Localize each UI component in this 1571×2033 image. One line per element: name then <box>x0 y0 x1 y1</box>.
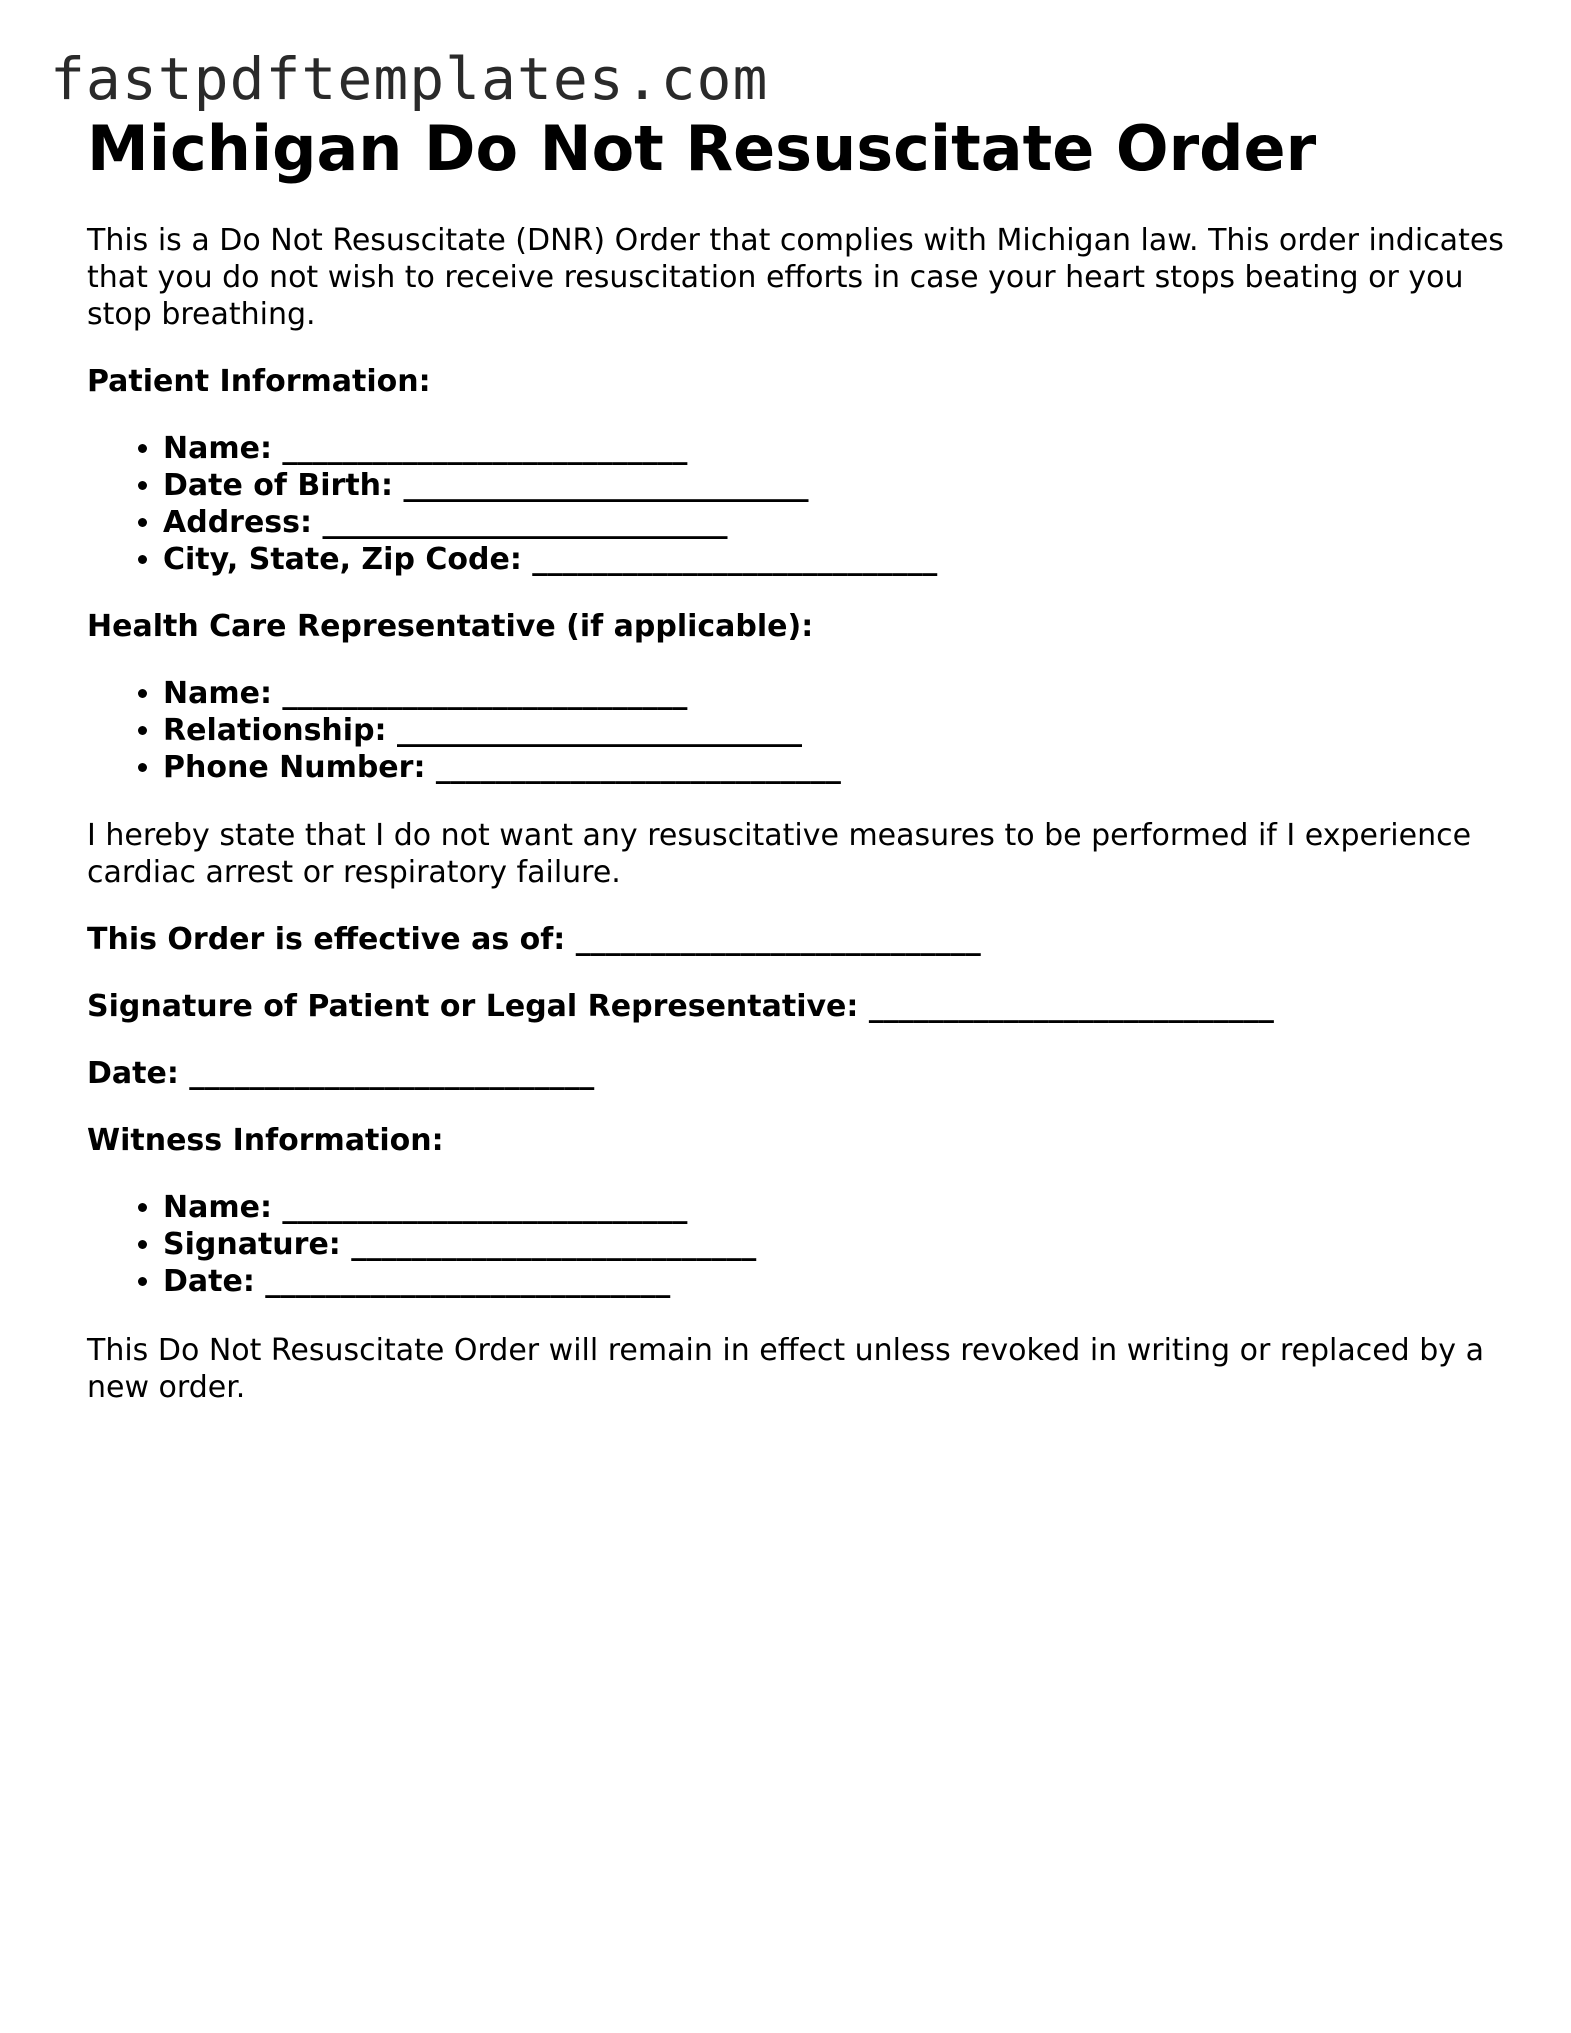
watermark: fastpdftemplates.com <box>50 45 769 113</box>
patient-address-field: • Address: ___________________________ <box>163 504 1507 541</box>
representative-list <box>87 675 1507 786</box>
patient-name-field: • Name: ___________________________ <box>163 430 1507 467</box>
intro-paragraph: This is a Do Not Resuscitate (DNR) Order that complies with Michigan law. This order indicates that you do not wish to receive resuscitation efforts in case your heart stops beating or you stop breathing. <box>87 223 1504 333</box>
representative-name-field: • Name: ___________________________ <box>163 675 1507 712</box>
patient-city-state-zip-field: • City, State, Zip Code: ___________________________ <box>163 541 1507 578</box>
representative-heading: Health Care Representative (if applicable): <box>87 609 814 645</box>
witness-signature-field: • Signature: ___________________________ <box>163 1226 1507 1263</box>
witness-heading: Witness Information: <box>87 1123 444 1159</box>
signature-field: Signature of Patient or Legal Representative: ___________________________ <box>87 989 1274 1025</box>
date-field: Date: ___________________________ <box>87 1056 595 1092</box>
document-body <box>87 112 1507 1406</box>
witness-date-field: • Date: ___________________________ <box>163 1263 1507 1300</box>
representative-phone-field: • Phone Number: ___________________________ <box>163 749 1507 786</box>
patient-dob-field: • Date of Birth: ___________________________ <box>163 467 1507 504</box>
representative-relationship-field: • Relationship: ___________________________ <box>163 712 1507 749</box>
document-title: Michigan Do Not Resuscitate Order <box>87 112 1317 185</box>
witness-name-field: • Name: ___________________________ <box>163 1189 1507 1226</box>
effective-date-field: This Order is effective as of: ___________________________ <box>87 922 981 958</box>
statement-paragraph: I hereby state that I do not want any resuscitative measures to be performed if I experience cardiac arrest or respiratory failure. <box>87 818 1472 891</box>
patient-info-heading: Patient Information: <box>87 364 431 400</box>
patient-info-list <box>87 430 1507 578</box>
closing-paragraph: This Do Not Resuscitate Order will remain in effect unless revoked in writing or replaced by a new order. <box>87 1333 1484 1406</box>
witness-list <box>87 1189 1507 1300</box>
